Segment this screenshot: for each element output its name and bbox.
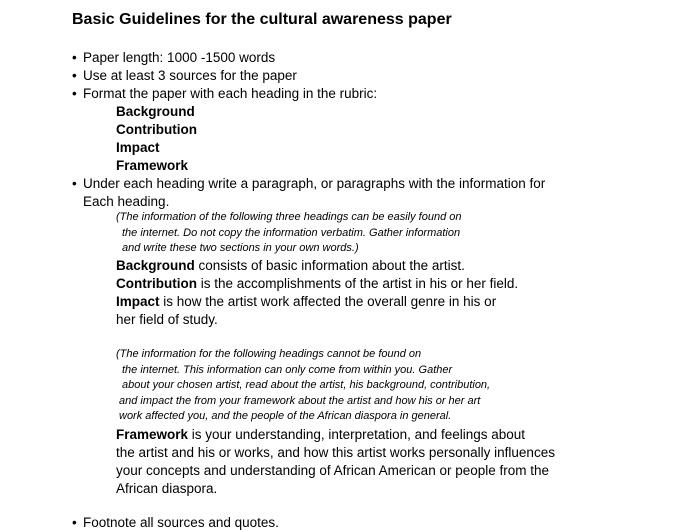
note2-line2: the internet. This information can only come from within you. Gather <box>122 364 453 376</box>
definition-term: Impact <box>116 294 160 309</box>
bullet-marker: • <box>72 176 77 191</box>
framework-line3: your concepts and understanding of African American or people from the <box>116 463 550 478</box>
framework-line1 <box>116 427 525 443</box>
note1-line3: and write these two sections in your own words.) <box>122 242 359 254</box>
bullet-under-heading-line1: Under each heading write a paragraph, or paragraphs with the information for <box>83 176 546 191</box>
definition-contribution <box>116 276 518 292</box>
rubric-heading-framework: Framework <box>116 158 189 173</box>
rubric-heading-impact: Impact <box>116 140 160 155</box>
bullet-marker: • <box>72 68 77 83</box>
definition-background <box>116 258 465 274</box>
note1-line2: the internet. Do not copy the information verbatim. Gather information <box>122 227 461 239</box>
bullet-marker: • <box>72 50 77 65</box>
definition-text: is how the artist work affected the overall genre in his or <box>159 294 497 309</box>
bullet-marker: • <box>72 86 77 101</box>
rubric-heading-background: Background <box>116 104 195 119</box>
note2-line5: work affected you, and the people of the African diaspora in general. <box>119 410 452 422</box>
framework-term: Framework <box>116 427 189 442</box>
definition-text: consists of basic information about the artist. <box>194 258 465 273</box>
definition-term: Background <box>116 258 195 273</box>
definition-impact <box>116 294 496 310</box>
definition-impact-continued: her field of study. <box>116 312 218 327</box>
note1-line1: (The information of the following three headings can be easily found on <box>116 211 462 223</box>
bullet-paper-length: Paper length: 1000 -1500 words <box>83 50 276 65</box>
note2-line3: about your chosen artist, read about the artist, his background, contribution, <box>122 379 491 391</box>
note2-line4: and impact the from your framework about the artist and how his or her art <box>119 395 481 407</box>
bullet-marker: • <box>72 515 77 530</box>
bullet-under-heading-line2: Each heading. <box>83 194 170 209</box>
bullet-sources: Use at least 3 sources for the paper <box>83 68 297 83</box>
framework-text: is your understanding, interpretation, and feelings about <box>188 427 526 442</box>
rubric-heading-contribution: Contribution <box>116 122 197 137</box>
note2-line1: (The information for the following headings cannot be found on <box>116 348 422 360</box>
definition-term: Contribution <box>116 276 197 291</box>
bullet-format: Format the paper with each heading in the rubric: <box>83 86 378 101</box>
bullet-footnote: Footnote all sources and quotes. <box>83 515 279 530</box>
framework-line2: the artist and his or works, and how this artist works personally influences <box>116 445 555 460</box>
framework-line4: African diaspora. <box>116 481 218 496</box>
page-title: Basic Guidelines for the cultural awareness paper <box>72 11 452 28</box>
definition-text: is the accomplishments of the artist in his or her field. <box>196 276 519 291</box>
